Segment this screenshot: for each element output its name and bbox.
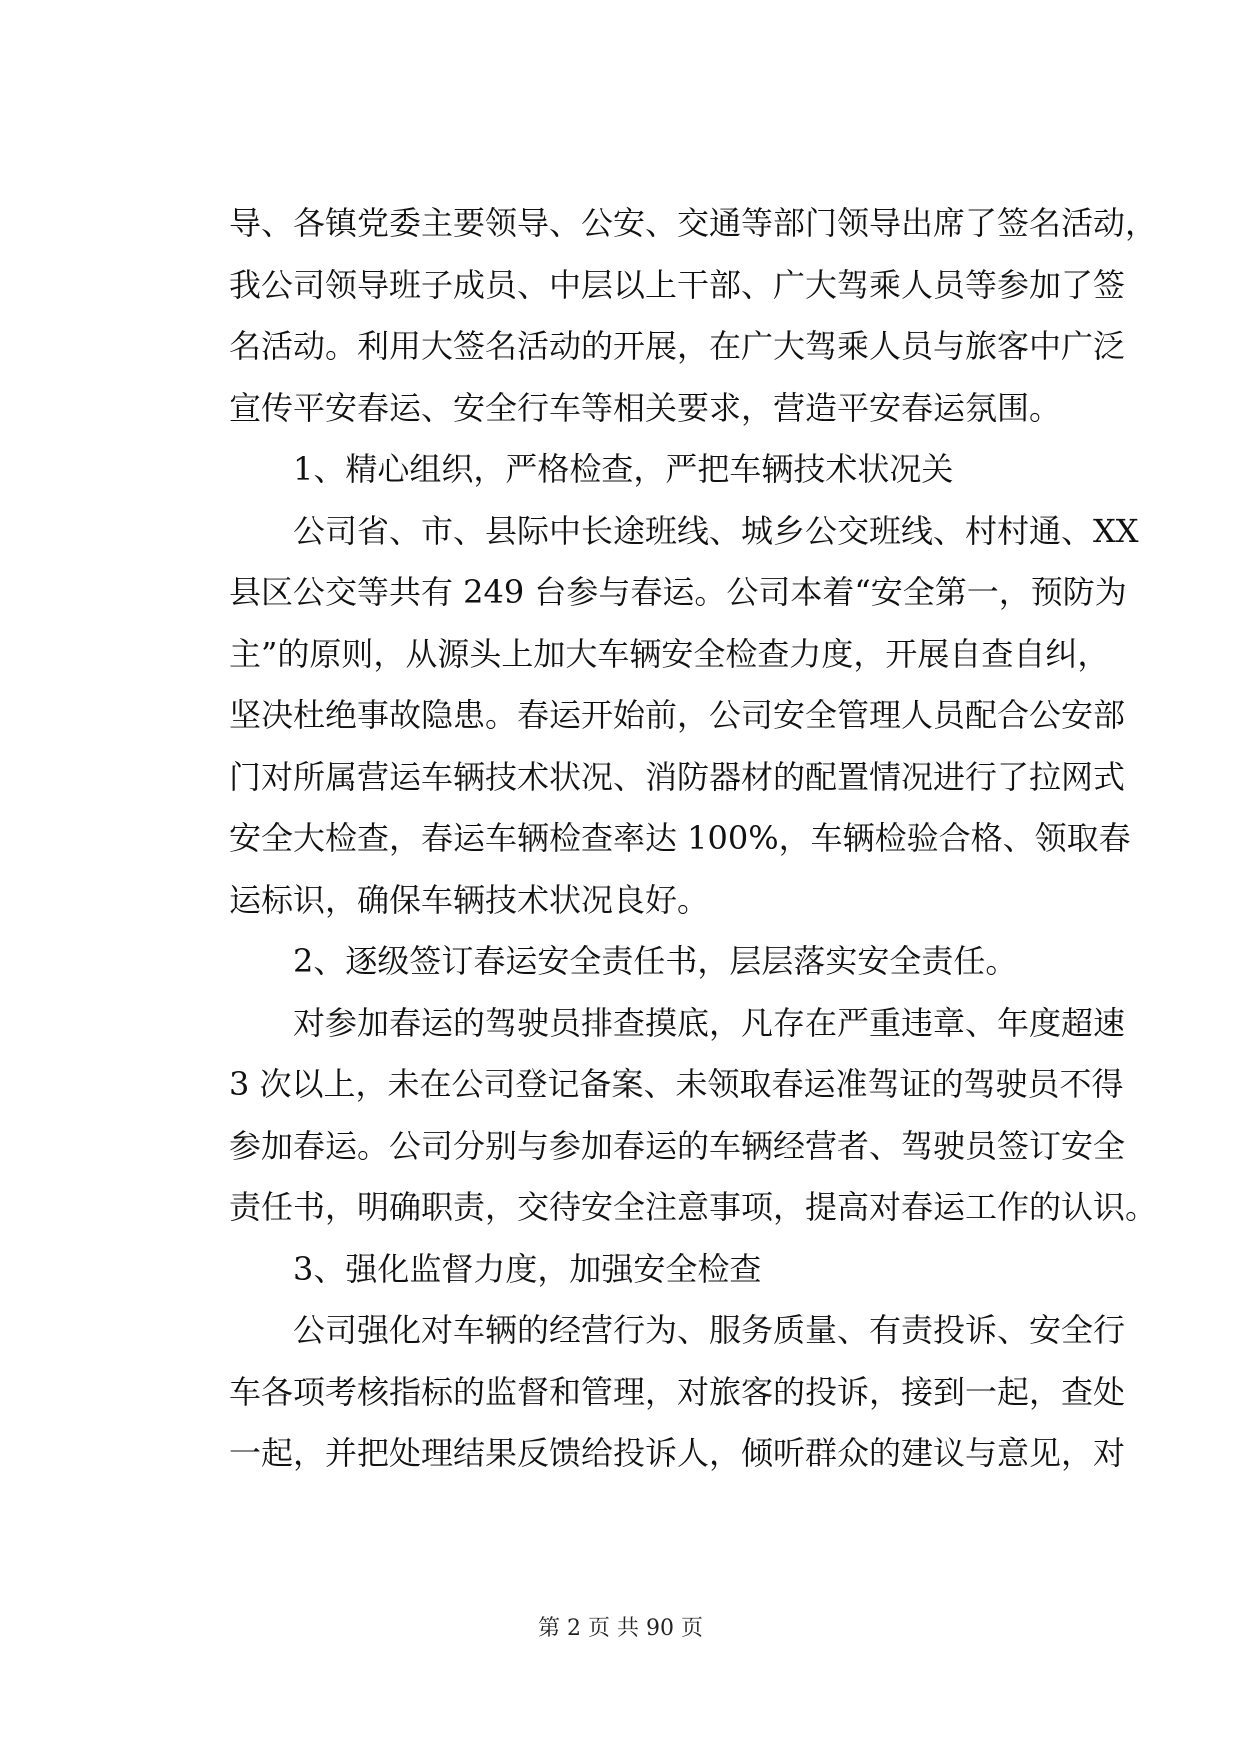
text-line: 车各项考核指标的监督和管理，对旅客的投诉，接到一起，查处: [229, 1372, 1126, 1411]
text-line: 名活动。利用大签名活动的开展，在广大驾乘人员与旅客中广泛: [229, 327, 1126, 365]
text-line: 责任书，明确职责，交待安全注意事项，提高对春运工作的认识。: [229, 1188, 1158, 1226]
text-line: 参加春运。公司分别与参加春运的车辆经营者、驾驶员签订安全: [229, 1126, 1126, 1165]
text-line: 1、精心组织，严格检查，严把车辆技术状况关: [293, 450, 954, 488]
text-line: 公司省、市、县际中长途班线、城乡公交班线、村村通、XX: [293, 511, 1139, 550]
text-line: 3 次以上，未在公司登记备案、未领取春运准驾证的驾驶员不得: [229, 1065, 1124, 1103]
text-line: 3、强化监督力度，加强安全检查: [293, 1249, 762, 1288]
text-line: 宣传平安春运、安全行车等相关要求，营造平安春运氛围。: [229, 388, 1062, 427]
text-line: 安全大检查，春运车辆检查率达 100%，车辆检验合格、领取春: [229, 819, 1131, 857]
text-line: 公司强化对车辆的经营行为、服务质量、有责投诉、安全行: [293, 1311, 1126, 1349]
text-line: 主”的原则，从源头上加大车辆安全检查力度，开展自查自纠，: [229, 634, 1110, 673]
text-line: 运标识，确保车辆技术状况良好。: [229, 880, 710, 919]
text-line: 导、各镇党委主要领导、公安、交通等部门领导出席了签名活动，: [229, 204, 1158, 242]
text-line: 2、逐级签订春运安全责任书，层层落实安全责任。: [293, 942, 1018, 980]
text-line: 对参加春运的驾驶员排查摸底，凡存在严重违章、年度超速: [293, 1003, 1126, 1042]
body-text: [229, 193, 1158, 1485]
text-line: 县区公交等共有 249 台参与春运。公司本着“安全第一，预防为: [229, 573, 1127, 611]
text-line: 一起，并把处理结果反馈给投诉人，倾听群众的建议与意见，对: [229, 1434, 1126, 1472]
text-line: 坚决杜绝事故隐患。春运开始前，公司安全管理人员配合公安部: [229, 696, 1126, 734]
text-line: 我公司领导班子成员、中层以上干部、广大驾乘人员等参加了签: [229, 265, 1126, 304]
page-footer: 第 2 页 共 90 页: [538, 1616, 703, 1641]
text-line: 门对所属营运车辆技术状况、消防器材的配置情况进行了拉网式: [229, 757, 1126, 796]
